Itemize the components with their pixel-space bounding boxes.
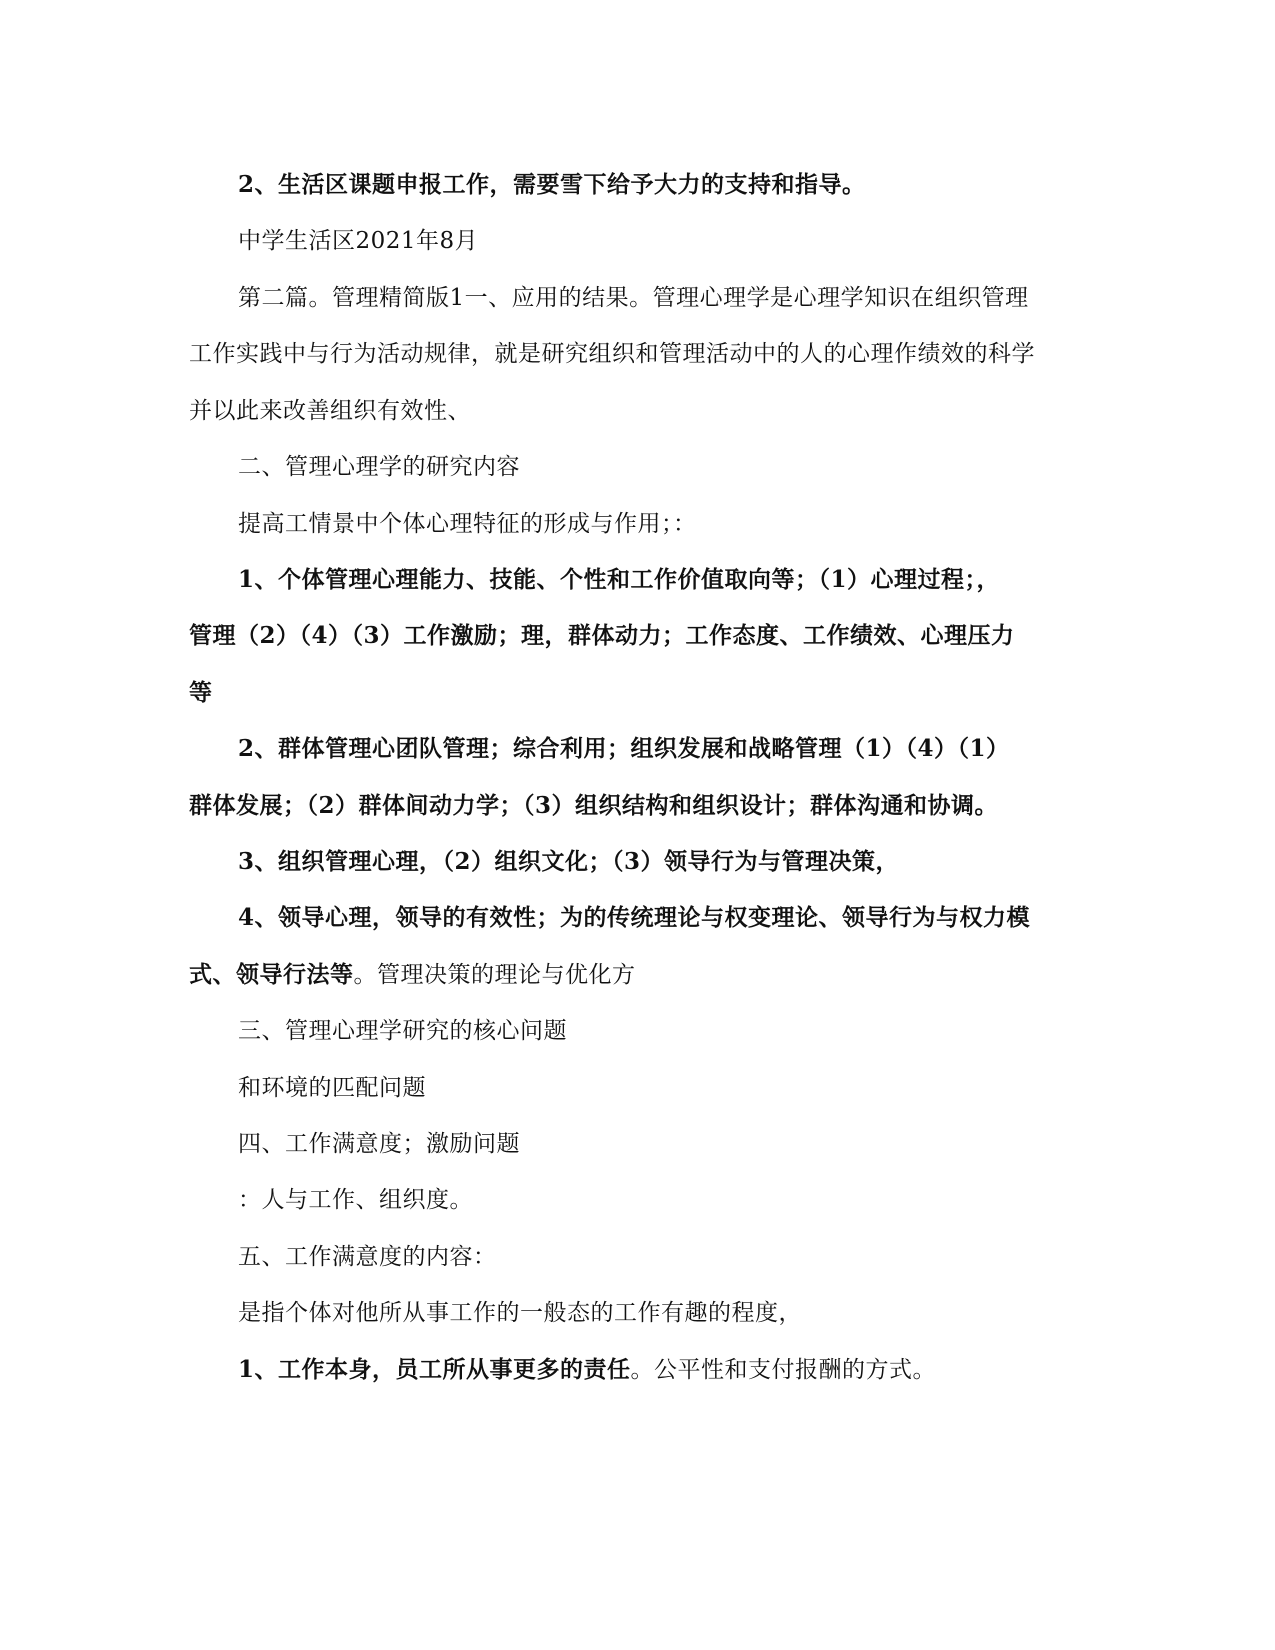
text-line-7: 提高工情景中个体心理特征的形成与作用；： (238, 511, 697, 537)
text-line-9: 管理（2）（4）（3）工作激励；理，群体动力；工作态度、工作绩效、心理压力 (189, 622, 1015, 649)
section-heading-5: 五、工作满意度的内容： (238, 1244, 497, 1270)
text-line-12: 群体发展；（2）群体间动力学；（3）组织结构和组织设计；群体沟通和协调。 (189, 792, 999, 819)
text-line-13: 3、组织管理心理，（2）组织文化；（3）领导行为与管理决策， (238, 848, 900, 875)
text-line-5: 并以此来改善组织有效性、 (189, 398, 471, 424)
text-line-3: 第二篇。管理精简版1一、应用的结果。管理心理学是心理学知识在组织管理 (238, 285, 1029, 311)
text-line-4: 工作实践中与行为活动规律，就是研究组织和管理活动中的人的心理作绩效的科学 (189, 341, 1035, 367)
text-line-1: 2、生活区课题申报工作，需要雪下给予大力的支持和指导。 (238, 171, 866, 198)
text-line-17: 和环境的匹配问题 (238, 1075, 426, 1101)
text-line-22-normal: 。公平性和支付报酬的方式。 (630, 1357, 937, 1383)
text-line-14: 4、领导心理，领导的有效性；为的传统理论与权变理论、领导行为与权力模 (238, 904, 1031, 931)
text-line-8: 1、个体管理心理能力、技能、个性和工作价值取向等；（1）心理过程；， (238, 566, 1001, 593)
text-line-19: ：人与工作、组织度。 (238, 1187, 473, 1213)
text-line-21: 是指个体对他所从事工作的一般态的工作有趣的程度， (238, 1300, 802, 1326)
text-line-15-bold: 式、领导行法等 (189, 961, 354, 988)
text-line-11: 2、群体管理心团队管理；综合利用；组织发展和战略管理（1）（4）（1） (238, 735, 1010, 762)
text-line-15-normal: 。管理决策的理论与优化方 (353, 962, 636, 988)
section-heading-4: 四、工作满意度；激励问题 (238, 1131, 520, 1157)
text-line-2: 中学生活区2021年8月 (238, 228, 479, 254)
text-line-22 (238, 1355, 936, 1385)
text-line-15 (189, 960, 636, 990)
section-heading-3: 三、管理心理学研究的核心问题 (238, 1018, 567, 1044)
text-line-10: 等 (189, 679, 213, 706)
section-heading-2: 二、管理心理学的研究内容 (238, 454, 520, 480)
text-line-22-bold: 1、工作本身，员工所从事更多的责任 (238, 1356, 631, 1383)
